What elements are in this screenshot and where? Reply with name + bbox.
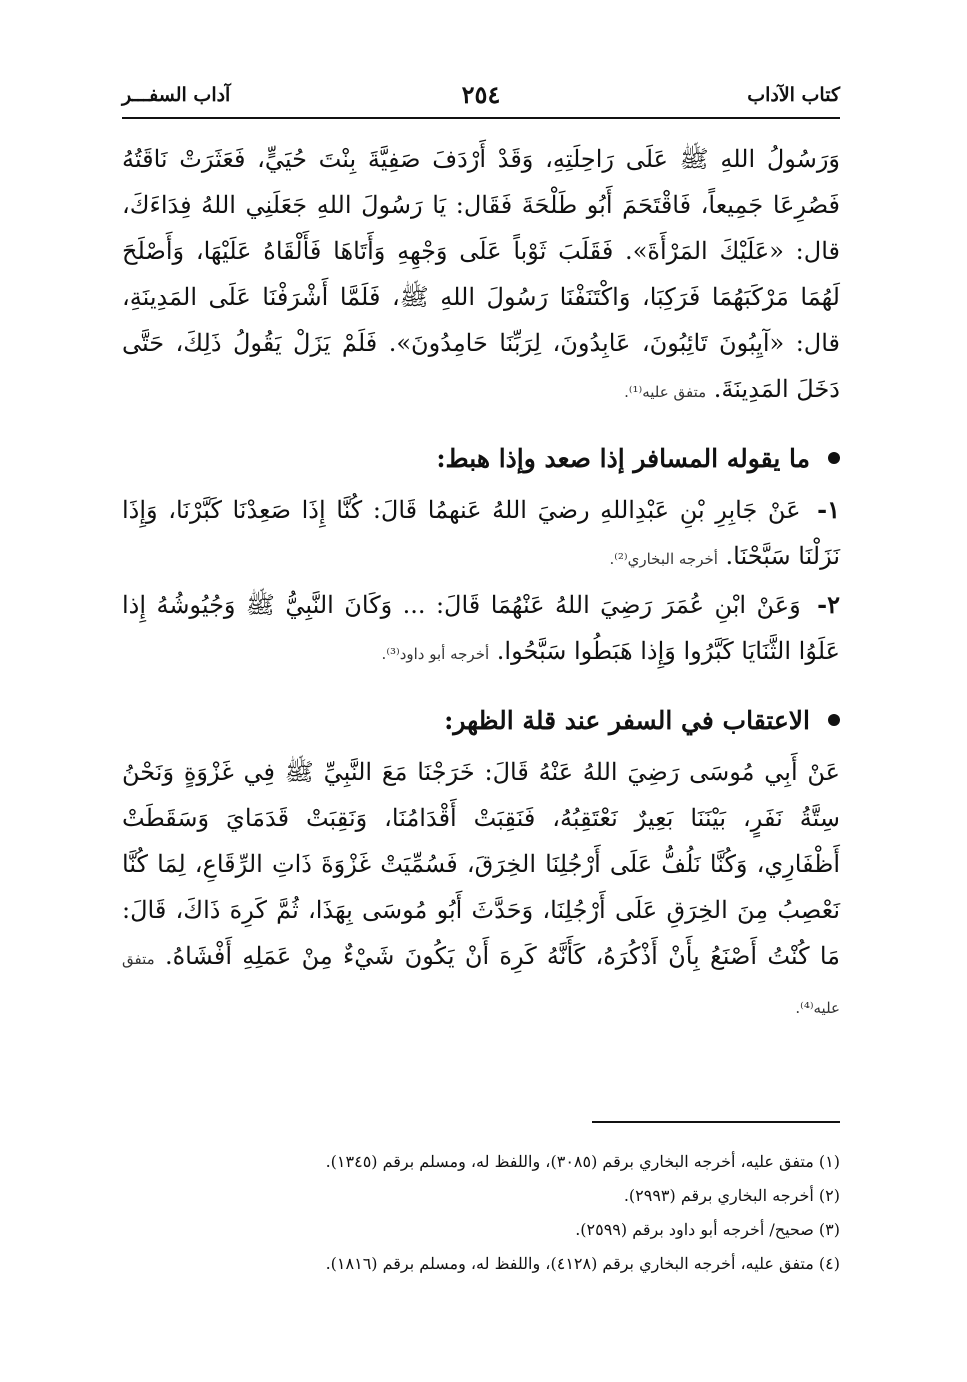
item-citation: أخرجه البخاري⁽²⁾. <box>609 550 718 568</box>
hadith-paragraph <box>122 749 840 1031</box>
section-heading-text: ما يقوله المسافر إذا صعد وإذا هبط: <box>436 443 810 473</box>
hadith-text: عَنْ أَبِي مُوسَى رَضِيَ اللهُ عَنْهُ قَالَ: خَرَجْنَا مَعَ النَّبِيِّ ﷺ فِي غَزْوَةٍ وَنَحْنُ سِتَّةُ نَفَرٍ، بَيْنَنَا بَعِيرٌ نَعْتَقِبُهُ، فَنَقِبَتْ أَقْدَامُنَا، وَنَقِبَتْ قَدَمَايَ وَسَقَطَتْ أَظْفَارِي، وَكُنَّا نَلُفُّ عَلَى أَرْجُلِنَا الخِرَقَ، فَسُمِّيَتْ غَزْوَةَ ذَاتِ الرِّقَاعِ، لِمَا كُنَّا نَعْصِبُ مِنَ الخِرَقِ عَلَى أَرْجُلِنَا، وَحَدَّثَ أَبُو مُوسَى بِهَذَا، ثُمَّ كَرِهَ ذَاكَ، قَالَ: مَا كُنْتُ أَصْنَعُ بِأَنْ أَذْكُرَهُ، كَأَنَّهُ كَرِهَ أَنْ يَكُونَ شَيْءٌ مِنْ عَمَلِهِ أَفْشَاهُ. <box>122 758 840 970</box>
intro-citation: متفق عليه⁽¹⁾. <box>624 383 707 401</box>
header-divider <box>122 117 840 119</box>
footnote: (٤) متفق عليه، أخرجه البخاري برقم (٤١٢٨)، واللفظ له، ومسلم برقم (١٨١٦). <box>325 1254 840 1273</box>
section-heading-ascend-descend <box>122 429 840 487</box>
section-heading-alternating-ride <box>122 691 840 749</box>
footnote: (١) متفق عليه، أخرجه البخاري برقم (٣٠٨٥)، واللفظ له، ومسلم برقم (١٣٤٥). <box>325 1152 840 1171</box>
hadith-citation: متفق عليه⁽⁴⁾. <box>122 950 840 1017</box>
page-body <box>122 136 840 1031</box>
numbered-item <box>122 582 840 677</box>
section-heading-text: الاعتقاب في السفر عند قلة الظهر: <box>444 705 810 735</box>
item-text: عَنْ جَابِرِ بْنِ عَبْدِاللهِ رضيَ اللهُ عَنهمُا قَالَ: كُنَّا إِذَا صَعِدْنَا كَبَّرْنَا، وَإِذَا نَزَلْنَا سَبَّحْنَا. <box>122 496 840 570</box>
footnote-divider <box>592 1121 840 1123</box>
bullet-icon <box>828 452 840 464</box>
numbered-item <box>122 487 840 582</box>
item-number: ١- <box>817 495 840 524</box>
footnote: (٣) صحيح/ أخرجه أبو داود برقم (٢٥٩٩). <box>575 1220 840 1239</box>
footnote: (٢) أخرجه البخاري برقم (٢٩٩٣). <box>623 1186 840 1205</box>
intro-text: وَرَسُولُ اللهِ ﷺ عَلَى رَاحِلَتِهِ، وَقَدْ أَرْدَفَ صَفِيَّةَ بِنْتَ حُيَيٍّ، فَعَثَرَتْ نَاقَتُهُ فَصُرِعَا جَمِيعاً، فَاقْتَحَمَ أَبُو طَلْحَةَ فَقَال: يَا رَسُولَ اللهِ جَعَلَنِي اللهُ فِدَاءَكَ، قال: «عَلَيْكَ المَرْأَةَ». فَقَلَبَ ثَوْباً عَلَى وَجْهِهِ وَأَتَاهَا فَأَلْقَاهُ عَلَيْهَا، وَأَصْلَحَ لَهُمَا مَرْكَبَهُمَا فَرَكِبَا، وَاكْتَنَفْنَا رَسُولَ اللهِ ﷺ، فَلَمَّا أَشْرَفْنَا عَلَى المَدِينَةِ، قال: «آيِبُونَ تَائِبُونَ، عَابِدُونَ، لِرَبِّنَا حَامِدُونَ». فَلَمْ يَزَلْ يَقُولُ ذَلِكَ، حَتَّى دَخَلَ المَدِينَةَ. <box>122 145 841 403</box>
item-text: وَعَنْ ابْنِ عُمَرَ رَضِيَ اللهُ عَنْهُمَا قَالَ: ... وَكَانَ النَّبِيُّ ﷺ وَجُيُوشُهُ إِذا عَلَوُا الثَّنَايَا كَبَّرُوا وَإِذا هَبَطُوا سَبَّحُوا. <box>122 591 840 665</box>
bullet-icon <box>828 714 840 726</box>
footnotes <box>122 1145 840 1281</box>
page-header <box>122 78 840 114</box>
item-number: ٢- <box>817 590 840 619</box>
book-title: كتاب الآداب <box>747 84 840 106</box>
chapter-title: آداب السفـــر <box>122 84 231 106</box>
page-number: ٢٥٤ <box>461 80 501 109</box>
item-citation: أخرجه أبو داود⁽³⁾. <box>381 645 490 663</box>
intro-paragraph <box>122 136 840 415</box>
